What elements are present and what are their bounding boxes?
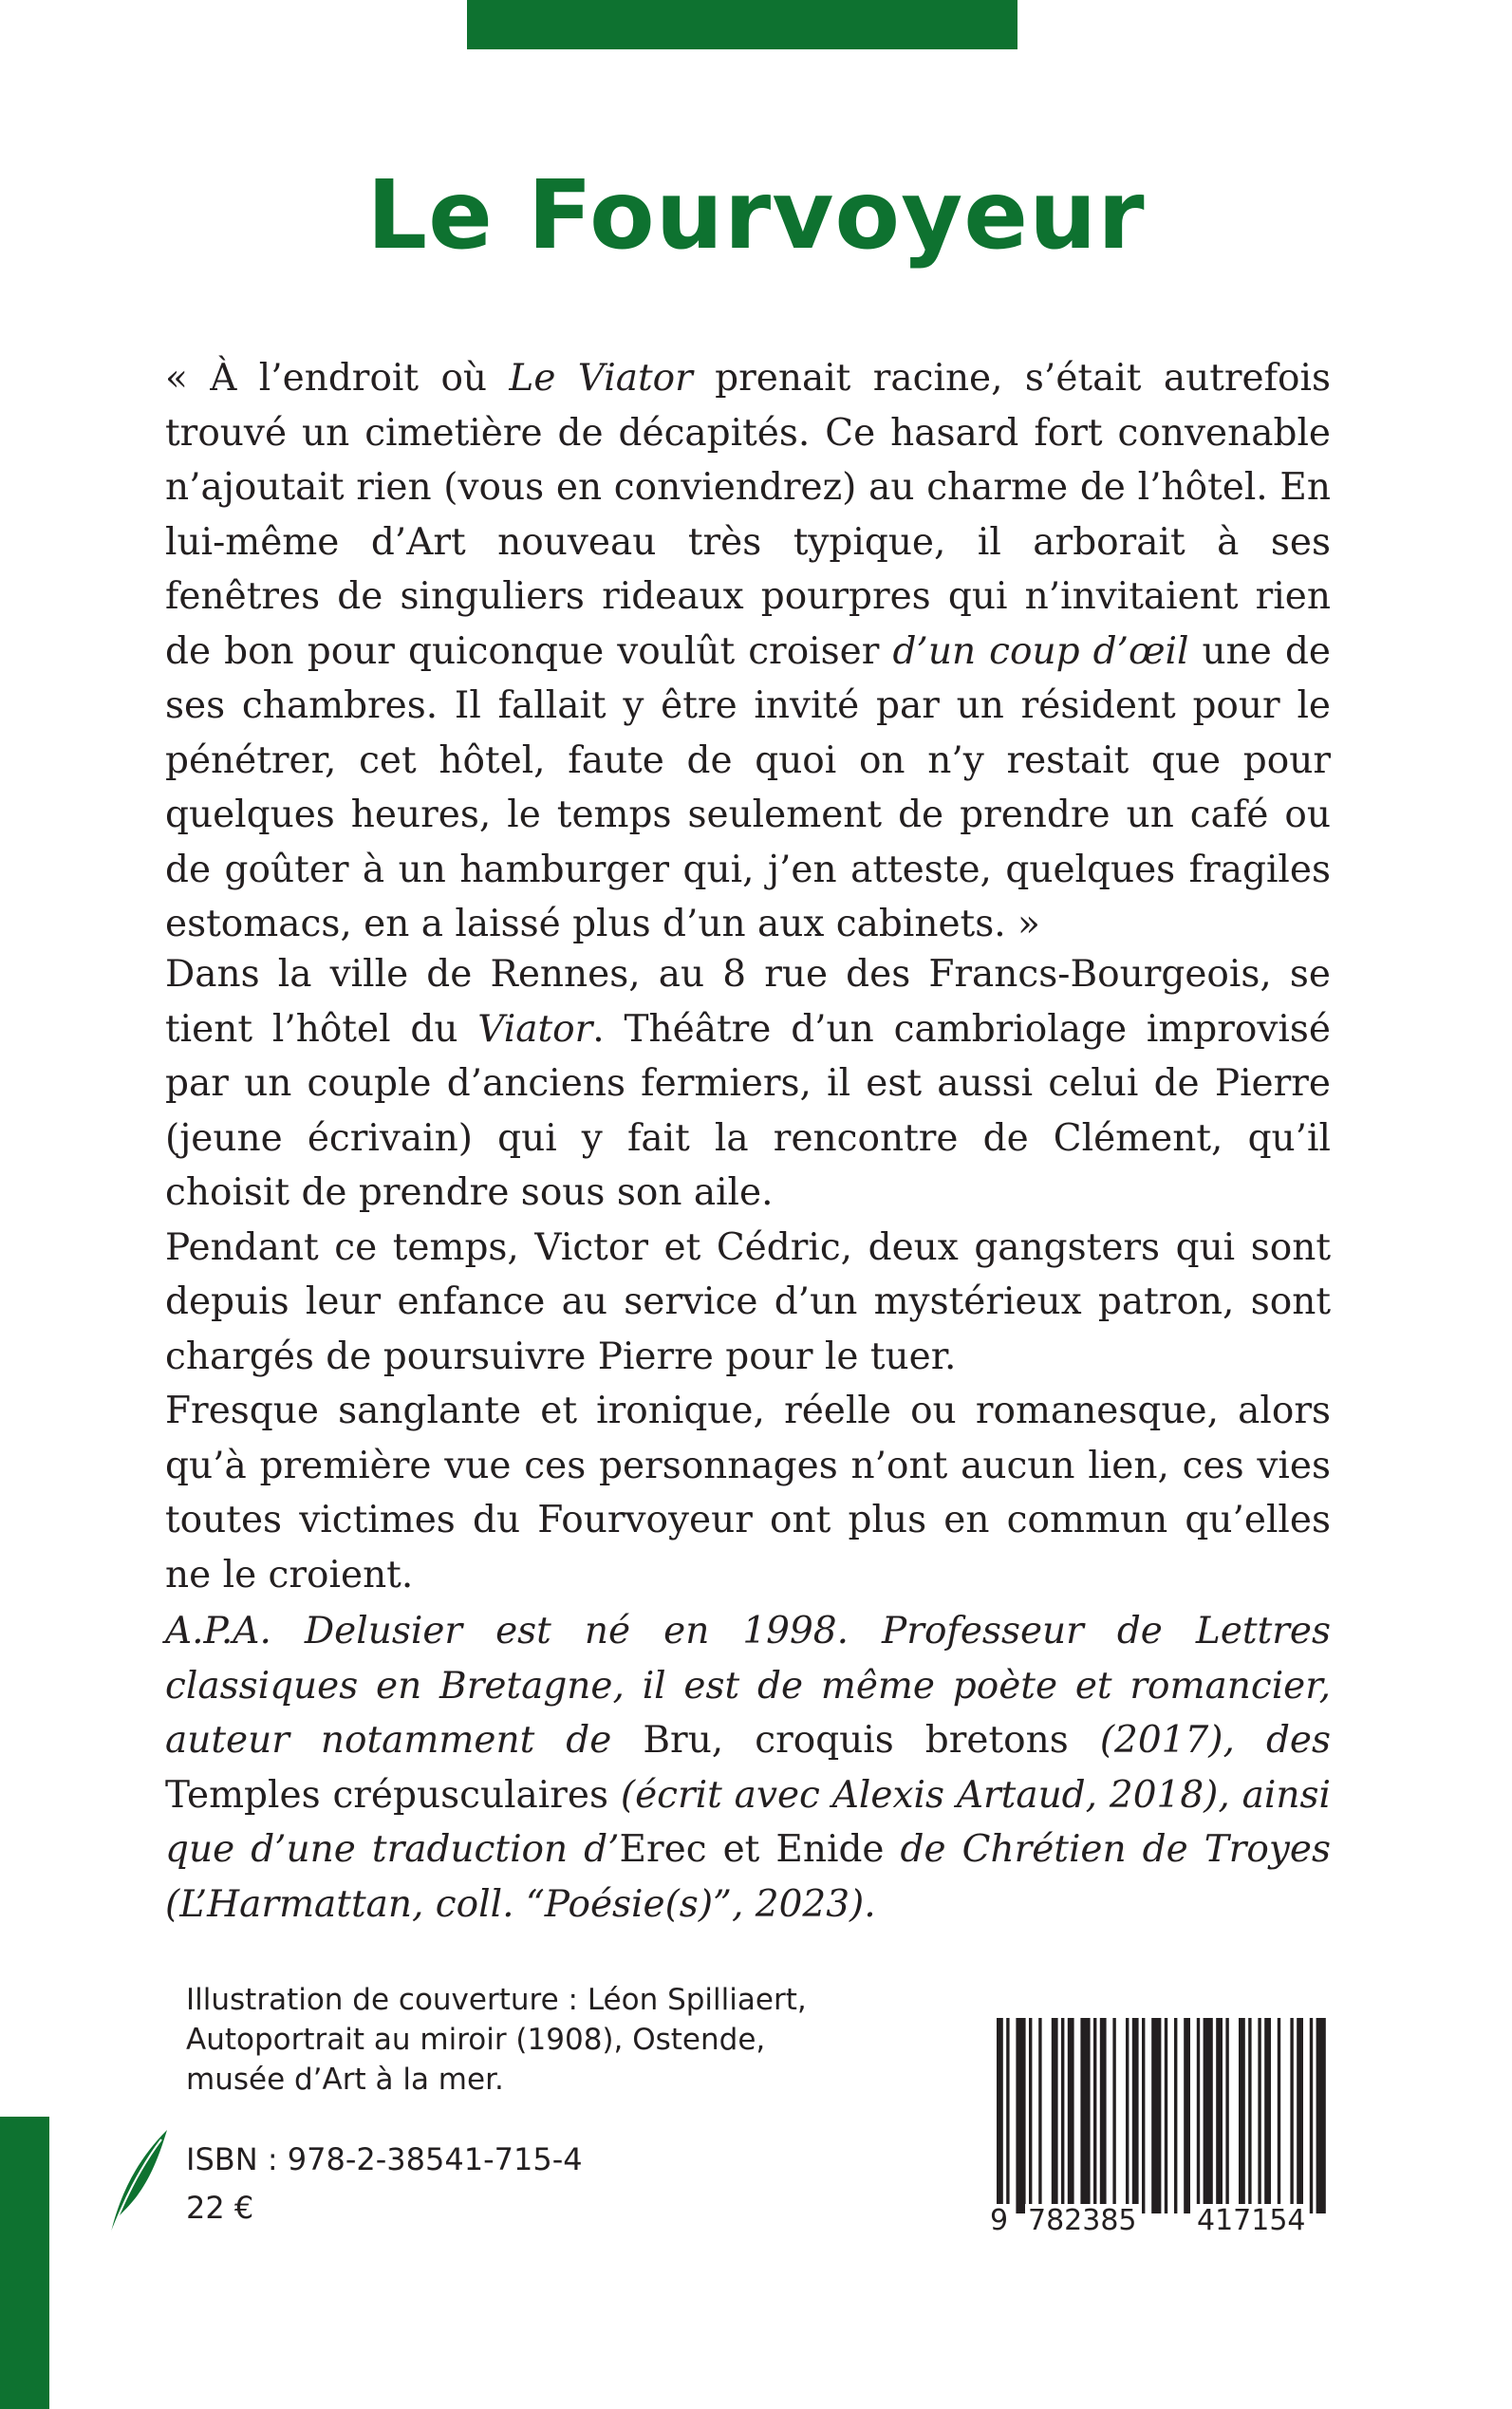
barcode-bar xyxy=(1016,2018,1025,2213)
excerpt-paragraph xyxy=(165,351,1331,952)
book-summary xyxy=(165,947,1331,1602)
summary-italic: Viator xyxy=(477,1007,593,1051)
spine-green-band xyxy=(0,2117,49,2409)
excerpt-italic: d’un coup d’œil xyxy=(892,629,1189,673)
barcode-bar xyxy=(1316,2018,1326,2213)
barcode-bar xyxy=(1100,2018,1107,2213)
barcode-bar xyxy=(1038,2018,1041,2213)
barcode-bar xyxy=(1216,2018,1223,2213)
excerpt-quote xyxy=(165,351,1331,952)
barcode-bar xyxy=(1165,2018,1167,2213)
credit-line: Illustration de couverture : Léon Spilliaert, xyxy=(186,1983,807,2017)
bio-text: (2017), des xyxy=(1068,1719,1332,1762)
barcode-left-group: 782385 xyxy=(1025,2204,1140,2237)
barcode-bar xyxy=(1290,2018,1293,2213)
isbn-text: ISBN : 978-2-38541-715-4 xyxy=(186,2141,583,2177)
credit-line: Autoportrait au miroir (1908), Ostende, xyxy=(186,2023,766,2057)
barcode-bar xyxy=(1264,2018,1271,2213)
bio-text: (écrit avec Alexis Artaud, 2018), ainsi que d’une traduction d’ xyxy=(165,1773,1331,1871)
top-green-band xyxy=(467,0,1017,49)
barcode-bar xyxy=(1142,2018,1145,2213)
summary-text: . Théâtre d’un cambriolage improvisé par un couple d’anciens fermiers, il est aussi celui de Pierre (jeune écrivain) qui y fait la rencontre de Clément, qu’il choisit de prendre sous son aile. xyxy=(165,1007,1331,1214)
quill-feather-icon xyxy=(104,2126,171,2240)
summary-paragraph xyxy=(165,947,1331,1221)
summary-paragraph: Fresque sanglante et ironique, réelle ou romanesque, alors qu’à première vue ces personnages n’ont aucun lien, ces vies toutes victimes du Fourvoyeur ont plus en commun qu’elles ne le croient. xyxy=(165,1390,1331,1597)
barcode-bar xyxy=(1258,2018,1260,2213)
summary-text: Dans la ville de Rennes, au 8 rue des Francs-Bourgeois, se tient l’hôtel du xyxy=(165,953,1331,1051)
barcode-bar xyxy=(1204,2018,1213,2213)
cover-illustration-credit xyxy=(186,1980,850,2100)
barcode-bar xyxy=(1151,2018,1161,2213)
barcode-bar xyxy=(1225,2018,1228,2213)
barcode-bar xyxy=(1310,2018,1313,2213)
bio-text: A.P.A. Delusier est né en 1998. Professeur de Lettres classiques en Bretagne, il est de même poète et romancier, auteur notamment de xyxy=(165,1610,1331,1762)
barcode-bar xyxy=(1184,2018,1190,2213)
book-title: Le Fourvoyeur xyxy=(366,159,1146,271)
bio-paragraph xyxy=(165,1604,1331,1932)
excerpt-italic: Le Viator xyxy=(509,357,693,400)
excerpt-text: une de ses chambres. Il fallait y être invité par un résident pour le pénétrer, cet hôtel, faute de quoi on n’y restait que pour quelques heures, le temps seulement de prendre un café ou de goûter à un hamburger qui, j’en atteste, quelques fragiles estomacs, en a laissé plus d’un aux cabinets. » xyxy=(165,629,1331,945)
barcode-bar xyxy=(1112,2018,1115,2213)
credit-line: musée d’Art à la mer. xyxy=(186,2063,504,2097)
barcode-bar xyxy=(1052,2018,1058,2213)
barcode-bar xyxy=(1029,2018,1032,2213)
author-bio xyxy=(165,1604,1331,1932)
barcode-bar xyxy=(1126,2018,1129,2213)
excerpt-text: « À l’endroit où xyxy=(165,357,510,400)
barcode-first-digit: 9 xyxy=(987,2204,1011,2237)
bio-work-title: Bru, croquis bretons xyxy=(643,1719,1069,1762)
barcode-right-group: 417154 xyxy=(1194,2204,1309,2237)
barcode-bar xyxy=(1197,2018,1200,2213)
barcode-bar xyxy=(1093,2018,1096,2213)
barcode-bar xyxy=(1006,2018,1009,2213)
price-text: 22 € xyxy=(186,2190,254,2226)
summary-paragraph: Pendant ce temps, Victor et Cédric, deux gangsters qui sont depuis leur enfance au service d’un mystérieux patron, sont chargés de poursuivre Pierre pour le tuer. xyxy=(165,1225,1331,1378)
barcode-bar xyxy=(1174,2018,1177,2213)
barcode-number xyxy=(987,2204,1338,2242)
barcode-bar xyxy=(1239,2018,1245,2213)
excerpt-text: prenait racine, s’était autrefois trouvé un cimetière de décapités. Ce hasard fort convenable n’ajoutait rien (vous en conviendrez) au charme de l’hôtel. En lui-même d’Art nouveau très typique, il arborait à ses fenêtres de singuliers rideaux pourpres qui n’invitaient rien de bon pour quiconque voulût croiser xyxy=(165,357,1332,673)
barcode-bar xyxy=(1080,2018,1090,2213)
barcode-bar xyxy=(1061,2018,1064,2213)
barcode-bar xyxy=(1297,2018,1303,2213)
barcode-bar xyxy=(997,2018,1003,2213)
barcode-bar xyxy=(1278,2018,1280,2213)
bio-work-title: Erec et Enide xyxy=(619,1828,885,1871)
barcode-bar xyxy=(1132,2018,1139,2213)
barcode-bar xyxy=(1068,2018,1074,2213)
bio-work-title: Temples crépusculaires xyxy=(165,1773,609,1817)
barcode-bar xyxy=(1248,2018,1251,2213)
bio-text: de Chrétien de Troyes (L’Harmattan, coll. “Poésie(s)”, 2023). xyxy=(165,1828,1332,1926)
